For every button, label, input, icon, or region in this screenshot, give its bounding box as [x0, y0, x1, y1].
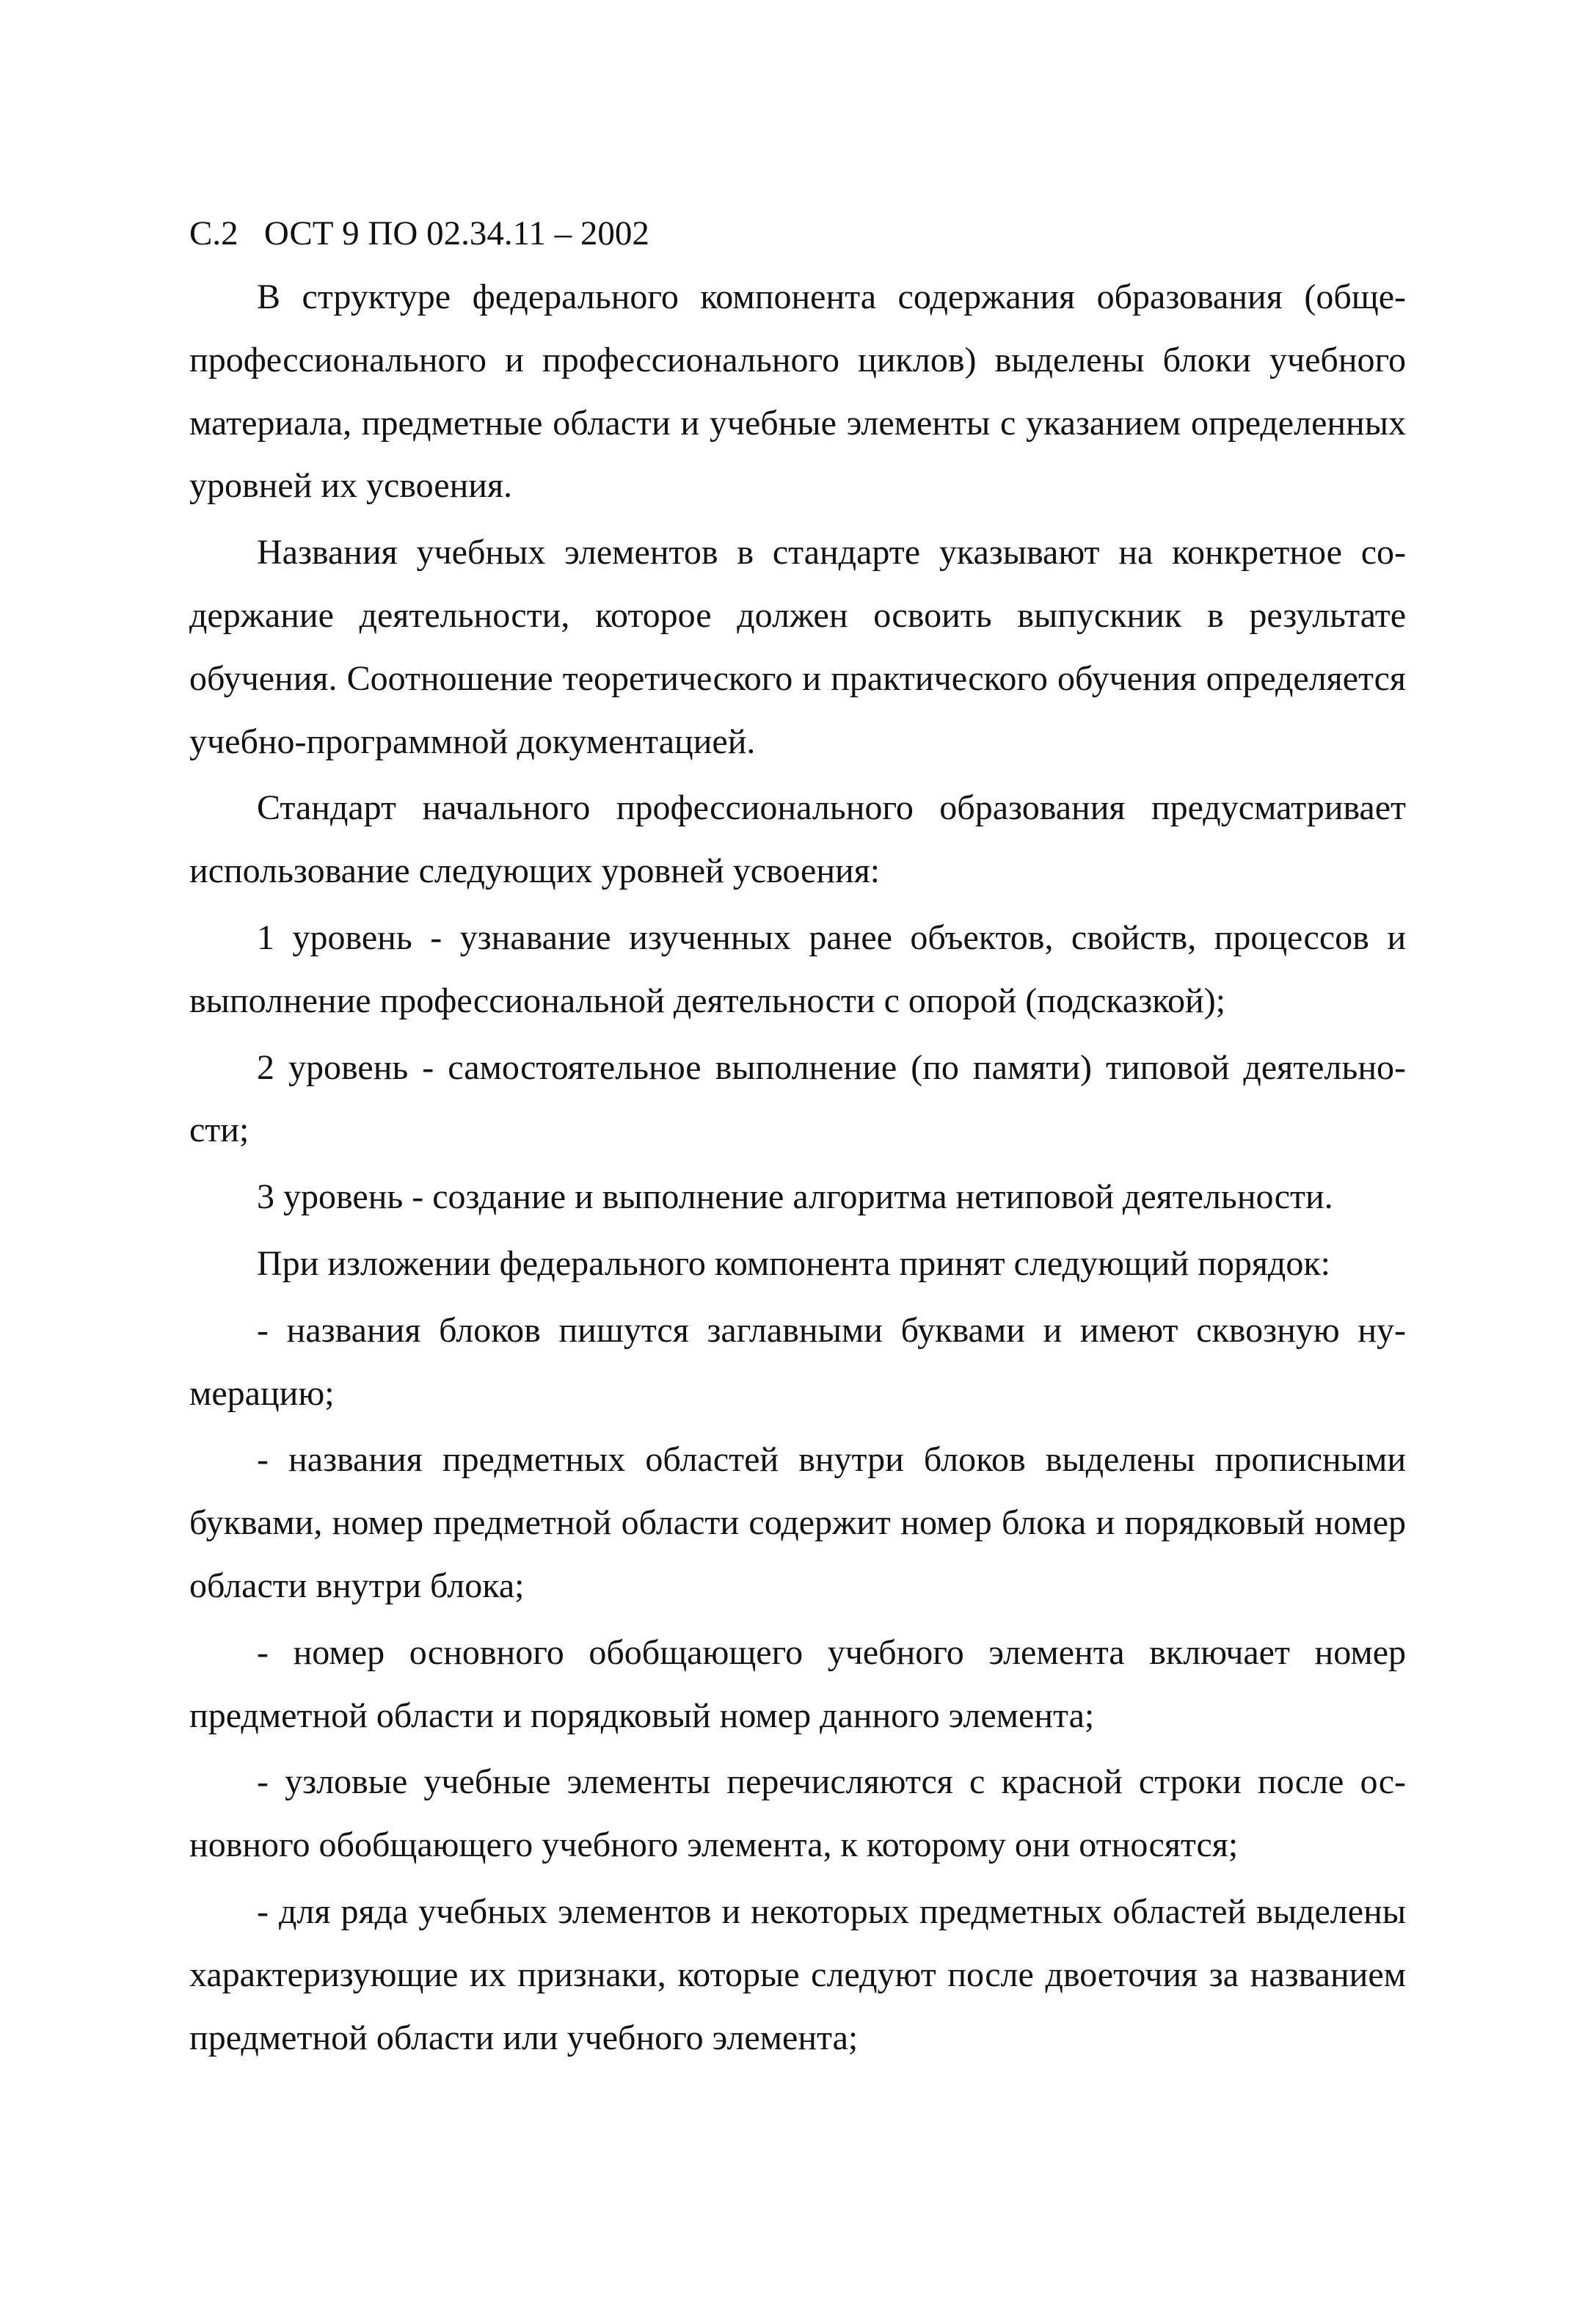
document-body — [189, 266, 1406, 2073]
paragraph-order-intro: При изложении федерального компонента принят следующий порядок: — [257, 1243, 1330, 1283]
paragraph-standard-levels: Стандарт начального профессионального образования предусматривает использование следующих уровней усвоения: — [189, 788, 1406, 891]
list-item-characteristics: - для ряда учебных элементов и некоторых предметных областей выделены характеризующие их признаки, которые следуют после двоеточия за названием предметной области или учебного элемента; — [189, 1891, 1406, 2057]
paragraph-element-names: Названия учебных элементов в стандарте указывают на конкретное содержание деятельности, которое должен освоить выпускник в результате обучения. Соотношение теоретического и практического обучения определяется учебно-программной документацией. — [189, 533, 1406, 761]
page-header — [189, 213, 649, 254]
paragraph-structure: В структуре федерального компонента содержания образования (общепрофессионального и профессионального циклов) выделены блоки учебного материала, предметные области и учебные элементы с указанием определенных уровней их усвоения. — [189, 277, 1406, 506]
document-code: ОСТ 9 ПО 02.34.11 – 2002 — [263, 214, 649, 252]
paragraph-level-2: 2 уровень - самостоятельное выполнение (по памяти) типовой деятельности; — [189, 1047, 1406, 1150]
page-label: С.2 — [189, 214, 238, 252]
paragraph-level-3: 3 уровень - создание и выполнение алгоритма нетиповой деятельности. — [257, 1177, 1333, 1217]
list-item-subject-areas: - названия предметных областей внутри блоков выделены прописными буквами, номер предметной области содержит номер блока и порядковый номер области внутри блока; — [189, 1440, 1406, 1605]
list-item-node-elements: - узловые учебные элементы перечисляются с красной строки после основного обобщающего учебного элемента, к которому они относятся; — [189, 1762, 1406, 1865]
paragraph-level-1: 1 уровень - узнавание изученных ранее объектов, свойств, процессов и выполнение профессиональной деятельности с опорой (подсказкой); — [189, 917, 1406, 1020]
list-item-block-names: - названия блоков пишутся заглавными буквами и имеют сквозную нумерацию; — [189, 1310, 1406, 1413]
list-item-main-element-number: - номер основного обобщающего учебного элемента включает номер предметной области и порядковый номер данного элемента; — [189, 1632, 1406, 1735]
